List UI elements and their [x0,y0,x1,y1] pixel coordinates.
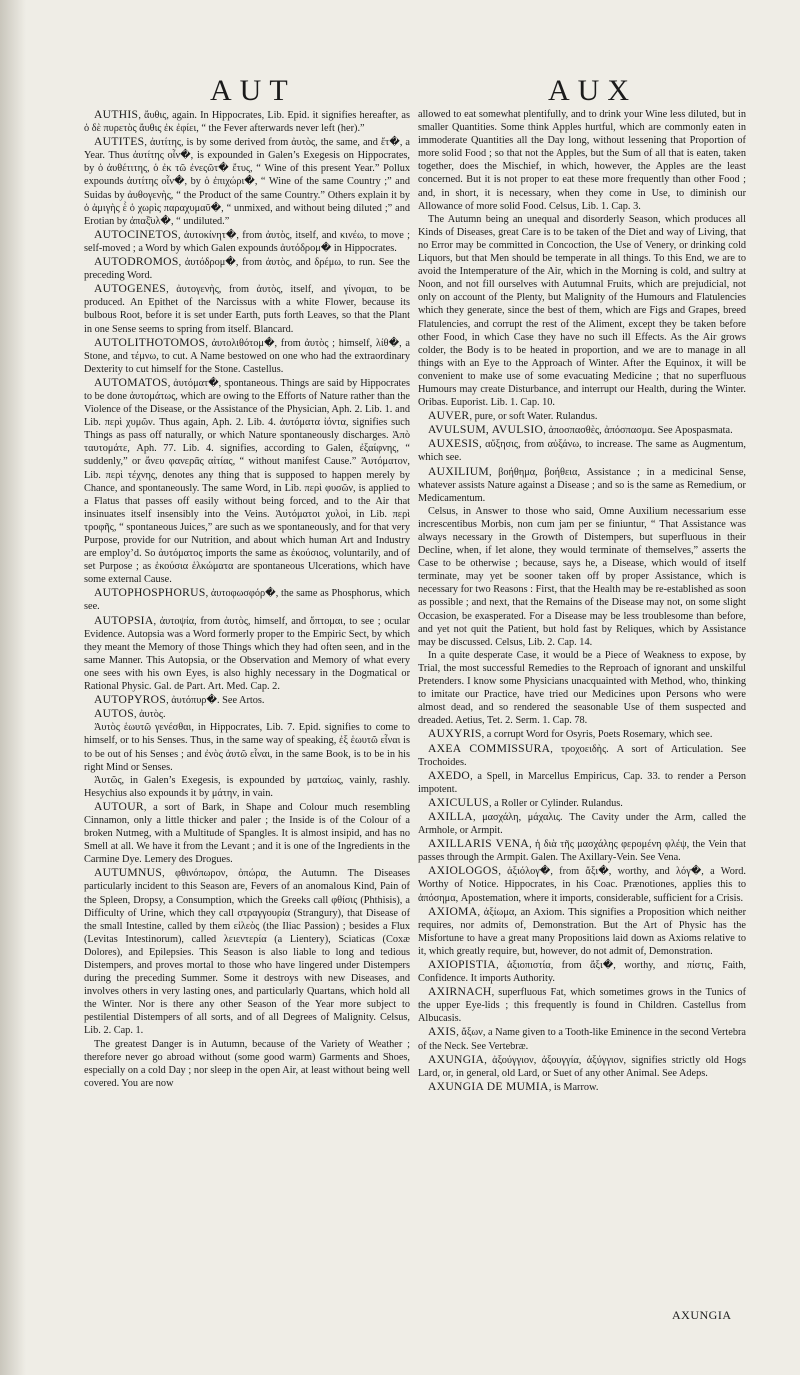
entry-text: , ἀυτολιθότομ�, from ἀυτὸς ; himself, λίθ�, a Stone, and τέμνω, to cut. A Name bestowed on one who had the extraordinary Dexterity to cut himself for the Stone. Castellus. [84,337,410,375]
dictionary-entry [418,465,746,505]
entry-headword: AXUNGIA [428,1052,485,1066]
entry-text: , ἀυτόματ�, spontaneous. Things are said by Hippocrates to be done ἀυτομάτως, which are owing to the Efforts of Nature rather than the Violence of the Disease, or the Assistance of the Physician, Aph. 2. Lib. 1. and Lib. περὶ χυμῶν. Thus again, Aph. 2. Lib. 4. ἀυτόματα ἰόντα, signifies such Things as pass off naturally, or which Nature spontaneously discharges. Ἀπὸ ταυτομάτε, Aph. 77. Lib. 4. signifies, according to Galen, ἐξαίφνης, “ suddenly,” or ἄνευ φανερᾶς αἰτίας, “ without manifest Cause.” Ἀυτόματον, Lib. περὶ τέχνης, denotes any thing that is supposed to happen merely by Chance, and spontaneously. The same Word, in Lib. περὶ φυσῶν, is applied to a Flatus that passes off easily without being forced, and to the Air that insinuates itself insensibly into the Veins. Ἀυτόματοι χυλοὶ, in Lib. περὶ τροφῆς, “ spontaneous Juices,” are such as we spontaneously, and for that very Purpose, provide for our Nutrition, and about which human Art and Industry are employ’d. So ἀυτόματος imports the same as ἑκούσιος, voluntarily, and of set Purpose ; as ἑκούσια ἑλκώματα are spontaneous Ulcerations, which have some external Cause. [84,377,410,586]
dictionary-entry [418,1053,746,1080]
dictionary-entry [84,336,410,376]
dictionary-entry [418,423,746,437]
entry-text: , μασχάλη, μάχαλις. The Cavity under the Arm, called the Armhole, or Armpit. [418,811,746,837]
dictionary-entry [418,108,746,213]
entry-headword: AXEA COMMISSURA [428,741,551,755]
entry-headword: AUTOGENES [94,282,167,296]
entry-text: , a Roller or Cylinder. Rulandus. [489,797,623,809]
dictionary-entry [84,255,410,282]
entry-text: , a sort of Bark, in Shape and Colour much resembling Cinnamon, only a little thicker and paler ; the Inside is of the Colour of a broken Nutmeg, with a Multitude of Spangles. It is almost insipid, and has no Smell at all. We have it from the Levant ; and it is one of the Ingredients in the Carmine Dye. Lemery des Drogues. [84,801,410,866]
entry-text: , ἀυτὸς. [133,709,166,721]
entry-text: , a Spell, in Marcellus Empiricus, Cap. 33. to render a Person impotent. [418,770,746,795]
entry-text: , superfluous Fat, which sometimes grows in the Tunics of the upper Eye-lids ; this frequently is found in Children. Castellus from Albucasis. [418,987,746,1025]
dictionary-entry [418,796,746,810]
dictionary-entry [84,376,410,587]
dictionary-entry [418,213,746,409]
entry-headword: AXICULUS [428,795,490,809]
binding-shadow [0,0,26,1375]
entry-headword: AUTOUR [94,799,144,813]
entry-headword: AUTOCINETOS [94,227,179,241]
dictionary-entry [418,1080,746,1094]
entry-text: , ἀυτοκίνητ�, from ἀυτὸς, itself, and κινέω, to move ; self-moved ; a Word by which Galen expounds ἀυτόδρομ� in Hippocrates. [84,229,410,254]
entry-text: , is Marrow. [548,1081,599,1093]
entry-headword: AXIOMA [428,904,478,918]
dictionary-entry [84,108,410,135]
entry-text: , ἀξούγγιον, ἀξουγγία, ἀξύγγιον, signifies strictly old Hogs Lard, or, in general, old Lard, or Suet of any other Animal. See Adeps. [418,1054,746,1079]
entry-headword: AUTOPHOSPHORUS [94,586,206,600]
dictionary-entry [84,721,410,773]
dictionary-entry [418,409,746,423]
dictionary-entry [84,800,410,866]
entry-text: , τροχοειδὴς. A sort of Articulation. See Trochoides. [418,743,746,768]
entry-headword: AUTHIS [94,108,139,121]
right-column [418,108,746,1094]
entry-text: , ἀξιοπιστία, from ἄξι�, worthy, and πίστις, Faith, Confidence. It imports Authority. [418,960,746,985]
dictionary-entry [84,135,410,228]
entry-headword: AUTODROMOS [94,255,179,269]
entry-headword: AXEDO [428,768,471,782]
entry-text: , ἀυτίτης, is by some derived from ἀυτὸς, the same, and ἔτ�, a Year. Thus ἀυτίτης οἶν�, is expounded in Galen’s Exegesis on Hippocrates, by ὁ ἀυθέτιτης, ὁ ἐκ τῶ ἐνεςῶτ� ἔτυς, “ Wine of this present Year.” Pollux expounds ἀυτίτης οἶν�, by ὁ ἐπιχώρι�, “ Wine of the same Country ;” and Suidas by ἀυθογενὴς, “ the Product of the same Country.” Others explain it by ὁ ἀμιγὴς ὲ̀ ὁ χωρὶς παραχυμαῦ�, “ unmixed, and without being diluted ;” and Erotian by ἀπαξ̄υλ�, “ undiluted.” [84,137,410,227]
entry-headword: AXUNGIA DE MUMIA [428,1079,549,1093]
entry-headword: AUTOS [94,707,134,721]
entry-headword: AUVER [428,409,470,423]
dictionary-entry [84,586,410,613]
entry-text: , φθινόπωρον, ὀπώρα, the Autumn. The Diseases particularly incident to this Season are, Fevers of an anomalous Kind, Pain of the Spleen, Dropsy, a Consumption, which the Greeks call φθίσις (Phthisis), a Difficulty of Urine, which they call στραγγουρία (Strangury), that Disease of the small Intestine, called by them εἰλεὸς (the Iliac Passion) ; besides a Flux (Levitas Intestinorum), called λειεντερία (a Lientery), Sciaticas (Coxæ Dolores), and Epilepsies. This Season is also liable to long and tedious Distempers, and proves mortal to those who have lingered under Distempers during the preceding Summer. Some it destroys with new Diseases, and involves others in very lasting ones, and particularly Quartans, which hold all the Winter. Nor is there any other Season of the Year more subject to pestilential Distempers of all sorts, and of all Degrees of Malignity. Celsus, Lib. 2. Cap. 1. [84,868,410,1037]
entry-headword: AVULSUM, AVULSIO [428,423,544,437]
entry-text: Ἀυτῶς, in Galen’s Exegesis, is expounded by ματαίως, vainly, rashly. Hesychius also expounds it by μάτην, in vain. [84,774,410,799]
entry-headword: AUTUMNUS [94,866,163,880]
dictionary-entry [418,905,746,958]
dictionary-entry [418,505,746,649]
entry-headword: AXIRNACH [428,985,492,999]
dictionary-entry [84,866,410,1037]
dictionary-entry [84,693,410,707]
dictionary-entry [418,769,746,796]
entry-headword: AUXESIS [428,437,480,451]
dictionary-entry [418,727,746,741]
entry-text: , αὔξησις, from αὐξάνω, to increase. The same as Augmentum, which see. [418,439,746,464]
dictionary-entry [418,810,746,837]
catchword: AXUNGIA [672,1308,732,1322]
entry-headword: AUTOMATOS [94,375,168,389]
dictionary-entry [418,437,746,464]
dictionary-entry [84,614,410,694]
entry-headword: AUTOLITHOTOMOS [94,335,206,349]
dictionary-entry [84,282,410,335]
dictionary-entry [84,228,410,255]
entry-text: , ἄυθις, again. In Hippocrates, Lib. Epid. it signifies hereafter, as ὁ δὲ πυρετὸς ἄυθις ἐκ ἐφίει, “ the Fever afterwards never left (her).” [84,110,410,135]
entry-text: , ἀποσπασθὲς, ἀπόσπασμα. See Apospasmata. [543,425,733,437]
entry-text: , ἀξιόλογ�, from ἄξι�, worthy, and λόγ�, a Word. Worthy of Notice. Hippocrates, in his Coac. Prænotiones, applies this to ἀπόσημα, Apostemation, where it imports, considerable, sufficient for a Crisis. [418,866,746,904]
dictionary-entry [418,958,746,985]
dictionary-entry [84,1038,410,1090]
dictionary-entry [418,837,746,864]
entry-text: , ἀυτογενὴς, from ἀυτὸς, itself, and γίνομαι, to be produced. An Epithet of the Narcissus with a white Flower, because its bulbous Root, before it is set under Earth, puts forth Leaves, so that the Plant in one Sense seems to spring from itself. Blancard. [84,284,410,335]
entry-text: , a corrupt Word for Osyris, Poets Rosemary, which see. [481,729,713,741]
entry-text: Ἀυτὸς ἑωυτῶ γενέσθαι, in Hippocrates, Lib. 7. Epid. signifies to come to himself, or to his Senses. Thus, in the same way of speaking, ἐξ ἑωυτῶ εἶναι is to be out of his Senses ; and ἐνὸς ἀυτῶ εἶναι, in the same Book, is to be in his right Mind or Senses. [84,722,410,773]
entry-text: allowed to eat somewhat plentifully, and to drink your Wine less diluted, but in smaller Quantities. Some think Apples hurtful, which are commonly eaten in immoderate Quantities all the Day long, without lessening that Proportion of more solid Food ; so that not the Apples, but the Sum of all that is eaten, taken together, does the Mischief, in which, however, the Apples are the least concerned. But it is not proper to eat these more frequently than other Food ; and, in short, it is necessary, when they come in Use, to diminish our Allowance of more solid Food. Celsus, Lib. 1. Cap. 3. [418,109,746,212]
dictionary-entry [84,707,410,721]
entry-text: , ἀυτόδρομ�, from ἀυτὸς, and δρέμω, to run. See the preceding Word. [84,257,410,282]
entry-headword: AUTOPYROS [94,693,167,707]
entry-headword: AXIOLOGOS [428,864,499,878]
entry-headword: AXILLARIS VENA [428,837,530,851]
dictionary-entry [418,864,746,904]
entry-text: , ἀυτοφωσφόρ�, the same as Phosphorus, which see. [84,588,410,613]
entry-headword: AXILLA [428,809,473,823]
left-column [84,108,410,1090]
entry-text: , pure, or soft Water. Rulandus. [469,411,598,423]
dictionary-entry [418,985,746,1025]
dictionary-entry [418,1025,746,1052]
entry-text: The Autumn being an unequal and disorderly Season, which produces all Kinds of Diseases, great Care is to be taken of the Diet and way of Living, that no Error may be committed in Concoction, the Use of Venery, or drinking cold Liquors, but that Men should be temperate in all things. To this End, we are to avoid the Intemperature of the Air, which in the Morning is cold, and sultry at Noon, and not fill ourselves with Autumnal Fruits, which are prejudicial, not only on account of the Plenty, but Malignity of the Humours and Flatulencies which they generate, since the best of them, which are Figs and Grapes, breed Flatulencies, and corrupt the rest of the Aliment, except they be taken before other Food, in which Case they have no such ill Effects. As the Air grows colder, the Body is to be heated in proportion, and we are to manage in all things with an Eye to the Approach of Winter. After the Equinox, it will be convenient to make use of some evacuating Medicine ; that no superfluous Humours may create Disturbance, and interrupt our Health, during the Winter. Oribas. Euporist. Lib. 1. Cap. 10. [418,213,746,409]
entry-text: The greatest Danger is in Autumn, because of the Variety of Weather ; therefore never go abroad without (some good warm) Garments and Shoes, especially on a cold Day ; nor sleep in the open Air, at least without being well covered. You are now [84,1038,410,1089]
entry-text: , ἀξίωμα, an Axiom. This signifies a Proposition which neither requires, nor admits of, Demonstration. But the Art of Physic has the Misfortune to have a great many Propositions laid down as Axioms relative to it, which greatly require, but, however, do not admit of, Demonstration. [418,906,746,957]
entry-headword: AUXILIUM [428,464,490,478]
dictionary-entry [84,774,410,800]
entry-text: , ἄξων, a Name given to a Tooth-like Eminence in the second Vertebra of the Neck. See Vertebræ. [418,1027,746,1052]
entry-headword: AUTOPSIA [94,613,154,627]
running-head-right: AUX [548,74,637,107]
entry-text: In a quite desperate Case, it would be a Piece of Weakness to expose, by Trial, the most successful Remedies to the Reproach of ignorant and unskilful Pretenders. I know some Physicians unacquainted with Method, who, thinking to imitate our Practice, have tried our Medicines upon Persons who were almost dead, and so rendered the seasonable Use of them suspected and dreaded. Aetius, Tet. 2. Serm. 1. Cap. 78. [418,649,746,727]
entry-headword: AXIOPISTIA [428,958,497,971]
entry-headword: AUTITES [94,135,145,149]
entry-headword: AXIS [428,1025,457,1039]
entry-text: Celsus, in Answer to those who said, Omne Auxilium necessarium esse increscentibus Morbis, non cum jam per se finiuntur, “ That Assistance was always necessary in the Growth of Distempers, but superfluous in their Decline, when, if let alone, they would terminate of themselves,” asserts the Case to be otherwise ; because, says he, a Disease, which would of itself terminate, may yet be sooner taken off by proper Assistance, which is necessary for two Reasons : First, that the Health may be re-established as soon as possible ; and next, that the Remains of the Disease may not, on some slight Occasion, be exasperated. For a Disease may be less troublesome than before, and yet not quit the Patient, but hold fast by Reliques, which by Assistance may be discussed. Celsus, Lib. 2. Cap. 14. [418,505,746,648]
entry-headword: AUXYRIS [428,727,482,741]
entry-text: , ἡ διὰ τῆς μασχάλης φερομένη φλέψ, the Vein that passes through the Armpit. Galen. The Axillary-Vein. See Vena. [418,839,746,864]
entry-text: , βοήθημα, βοήθεια, Assistance ; in a medicinal Sense, whatever assists Nature against a Disease ; and so is the same as Remedium, or Medicamentum. [418,466,746,504]
running-head-left: AUT [210,74,296,107]
dictionary-entry [418,742,746,769]
dictionary-entry [418,649,746,728]
entry-text: , ἀυτόπυρ�. See Artos. [166,695,265,707]
entry-text: , ἀυτοψία, from ἀυτὸς, himself, and ὄπτομαι, to see ; ocular Evidence. Autopsia was a Word formerly proper to the Empiric Sect, by which they meant the Memory of those Things which they had often seen, and in the same Manner. This Autopsia, or the Observation and Memory of what every one sees with his own Eyes, is also highly necessary in the Dogmatical or Rational Physic. Gal. de Part. Art. Med. Cap. 2. [84,615,410,693]
